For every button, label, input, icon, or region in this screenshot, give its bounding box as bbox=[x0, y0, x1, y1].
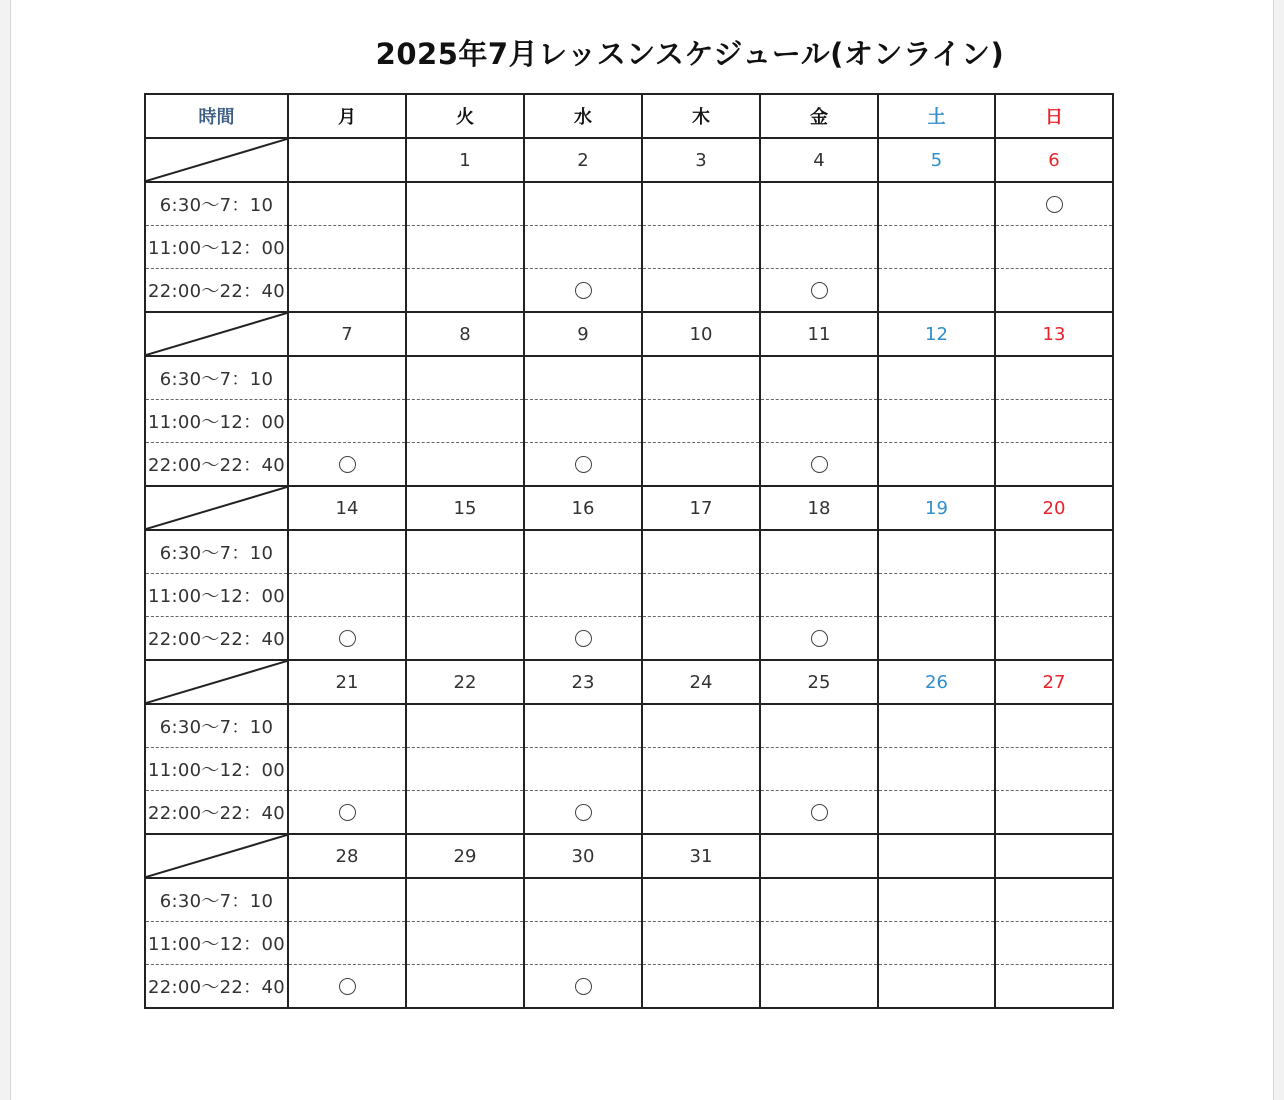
diagonal-line-icon bbox=[146, 487, 287, 529]
date-cell-tue: 1 bbox=[406, 138, 524, 182]
slot-cell-mon bbox=[288, 617, 406, 661]
slot-cell-fri bbox=[760, 704, 878, 748]
slot-cell-thu bbox=[642, 269, 760, 313]
time-slot-label: 6:30～7：10 bbox=[145, 530, 288, 574]
time-slot-row bbox=[145, 617, 1113, 661]
slot-cell-wed bbox=[524, 791, 642, 835]
slot-cell-wed bbox=[524, 226, 642, 269]
time-slot-label: 22:00～22：40 bbox=[145, 965, 288, 1009]
time-slot-row bbox=[145, 922, 1113, 965]
slot-cell-thu bbox=[642, 530, 760, 574]
slot-cell-fri bbox=[760, 748, 878, 791]
slot-cell-thu bbox=[642, 704, 760, 748]
date-cell-sun bbox=[995, 834, 1113, 878]
slot-cell-tue bbox=[406, 182, 524, 226]
weekday-header-tue: 火 bbox=[406, 94, 524, 138]
slot-cell-sun bbox=[995, 791, 1113, 835]
weekday-header-wed: 水 bbox=[524, 94, 642, 138]
date-cell-thu: 10 bbox=[642, 312, 760, 356]
date-cell-wed: 30 bbox=[524, 834, 642, 878]
diagonal-divider-cell bbox=[145, 138, 288, 182]
slot-cell-mon bbox=[288, 269, 406, 313]
circle-icon bbox=[339, 804, 356, 821]
slot-cell-fri bbox=[760, 791, 878, 835]
circle-icon bbox=[575, 282, 592, 299]
date-cell-fri: 25 bbox=[760, 660, 878, 704]
diagonal-line-icon bbox=[146, 313, 287, 355]
date-cell-sat bbox=[878, 834, 995, 878]
date-cell-tue: 29 bbox=[406, 834, 524, 878]
time-slot-row bbox=[145, 878, 1113, 922]
slot-cell-mon bbox=[288, 400, 406, 443]
slot-cell-sun bbox=[995, 226, 1113, 269]
slot-cell-sun bbox=[995, 704, 1113, 748]
slot-cell-tue bbox=[406, 443, 524, 487]
slot-cell-thu bbox=[642, 356, 760, 400]
slot-cell-fri bbox=[760, 182, 878, 226]
date-cell-sat: 19 bbox=[878, 486, 995, 530]
slot-cell-mon bbox=[288, 530, 406, 574]
slot-cell-sat bbox=[878, 400, 995, 443]
slot-cell-thu bbox=[642, 791, 760, 835]
slot-cell-tue bbox=[406, 965, 524, 1009]
slot-cell-wed bbox=[524, 400, 642, 443]
slot-cell-wed bbox=[524, 878, 642, 922]
slot-cell-sun bbox=[995, 269, 1113, 313]
slot-cell-wed bbox=[524, 965, 642, 1009]
date-row bbox=[145, 660, 1113, 704]
slot-cell-wed bbox=[524, 269, 642, 313]
slot-cell-mon bbox=[288, 748, 406, 791]
slot-cell-sat bbox=[878, 574, 995, 617]
slot-cell-sun bbox=[995, 965, 1113, 1009]
time-slot-row bbox=[145, 182, 1113, 226]
slot-cell-sat bbox=[878, 922, 995, 965]
slot-cell-tue bbox=[406, 791, 524, 835]
slot-cell-sat bbox=[878, 965, 995, 1009]
slot-cell-sat bbox=[878, 878, 995, 922]
slot-cell-fri bbox=[760, 878, 878, 922]
time-slot-row bbox=[145, 704, 1113, 748]
circle-icon bbox=[339, 456, 356, 473]
weekday-header-row bbox=[145, 94, 1113, 138]
circle-icon bbox=[339, 978, 356, 995]
time-slot-row bbox=[145, 226, 1113, 269]
date-cell-mon: 7 bbox=[288, 312, 406, 356]
page-title: 2025年7月レッスンスケジュール(オンライン) bbox=[375, 37, 1005, 71]
time-slot-row bbox=[145, 269, 1113, 313]
circle-icon bbox=[811, 630, 828, 647]
slot-cell-thu bbox=[642, 574, 760, 617]
date-cell-sun: 20 bbox=[995, 486, 1113, 530]
slot-cell-thu bbox=[642, 400, 760, 443]
time-slot-label: 11:00～12：00 bbox=[145, 574, 288, 617]
slot-cell-sun bbox=[995, 617, 1113, 661]
time-slot-label: 22:00～22：40 bbox=[145, 617, 288, 661]
time-slot-label: 6:30～7：10 bbox=[145, 356, 288, 400]
schedule-table bbox=[144, 93, 1114, 1009]
slot-cell-thu bbox=[642, 443, 760, 487]
slot-cell-mon bbox=[288, 791, 406, 835]
diagonal-line-icon bbox=[146, 661, 287, 703]
slot-cell-fri bbox=[760, 226, 878, 269]
slot-cell-thu bbox=[642, 226, 760, 269]
slot-cell-sat bbox=[878, 791, 995, 835]
slot-cell-sun bbox=[995, 400, 1113, 443]
slot-cell-mon bbox=[288, 965, 406, 1009]
slot-cell-thu bbox=[642, 748, 760, 791]
slot-cell-sat bbox=[878, 748, 995, 791]
slot-cell-wed bbox=[524, 922, 642, 965]
date-cell-sat: 5 bbox=[878, 138, 995, 182]
slot-cell-sat bbox=[878, 269, 995, 313]
date-cell-tue: 15 bbox=[406, 486, 524, 530]
slot-cell-fri bbox=[760, 922, 878, 965]
slot-cell-sun bbox=[995, 574, 1113, 617]
slot-cell-wed bbox=[524, 182, 642, 226]
circle-icon bbox=[575, 978, 592, 995]
circle-icon bbox=[339, 630, 356, 647]
circle-icon bbox=[811, 282, 828, 299]
slot-cell-sat bbox=[878, 704, 995, 748]
time-slot-label: 11:00～12：00 bbox=[145, 400, 288, 443]
slot-cell-fri bbox=[760, 356, 878, 400]
date-row bbox=[145, 834, 1113, 878]
slot-cell-tue bbox=[406, 878, 524, 922]
slot-cell-fri bbox=[760, 530, 878, 574]
diagonal-divider-cell bbox=[145, 834, 288, 878]
weekday-header-thu: 木 bbox=[642, 94, 760, 138]
date-cell-wed: 16 bbox=[524, 486, 642, 530]
slot-cell-tue bbox=[406, 922, 524, 965]
slot-cell-tue bbox=[406, 356, 524, 400]
slot-cell-thu bbox=[642, 182, 760, 226]
slot-cell-wed bbox=[524, 530, 642, 574]
time-slot-label: 6:30～7：10 bbox=[145, 704, 288, 748]
slot-cell-thu bbox=[642, 922, 760, 965]
date-cell-thu: 17 bbox=[642, 486, 760, 530]
date-row bbox=[145, 486, 1113, 530]
slot-cell-sun bbox=[995, 748, 1113, 791]
time-column-header: 時間 bbox=[145, 94, 288, 138]
slot-cell-sat bbox=[878, 530, 995, 574]
slot-cell-mon bbox=[288, 878, 406, 922]
time-slot-row bbox=[145, 400, 1113, 443]
date-row bbox=[145, 138, 1113, 182]
slot-cell-fri bbox=[760, 443, 878, 487]
slot-cell-wed bbox=[524, 748, 642, 791]
date-cell-wed: 23 bbox=[524, 660, 642, 704]
date-cell-mon: 28 bbox=[288, 834, 406, 878]
date-cell-wed: 9 bbox=[524, 312, 642, 356]
date-cell-sun: 27 bbox=[995, 660, 1113, 704]
slot-cell-sun bbox=[995, 878, 1113, 922]
date-cell-thu: 3 bbox=[642, 138, 760, 182]
time-slot-row bbox=[145, 356, 1113, 400]
date-cell-fri: 18 bbox=[760, 486, 878, 530]
slot-cell-fri bbox=[760, 617, 878, 661]
weekday-header-fri: 金 bbox=[760, 94, 878, 138]
slot-cell-sun bbox=[995, 356, 1113, 400]
circle-icon bbox=[575, 456, 592, 473]
time-slot-label: 11:00～12：00 bbox=[145, 748, 288, 791]
slot-cell-mon bbox=[288, 443, 406, 487]
slot-cell-wed bbox=[524, 617, 642, 661]
date-row bbox=[145, 312, 1113, 356]
time-slot-row bbox=[145, 748, 1113, 791]
date-cell-sun: 13 bbox=[995, 312, 1113, 356]
date-cell-sat: 12 bbox=[878, 312, 995, 356]
slot-cell-mon bbox=[288, 574, 406, 617]
circle-icon bbox=[575, 630, 592, 647]
slot-cell-wed bbox=[524, 574, 642, 617]
weekday-header-mon: 月 bbox=[288, 94, 406, 138]
slot-cell-sat bbox=[878, 443, 995, 487]
time-slot-row bbox=[145, 530, 1113, 574]
slot-cell-tue bbox=[406, 400, 524, 443]
slot-cell-mon bbox=[288, 356, 406, 400]
slot-cell-sun bbox=[995, 922, 1113, 965]
date-cell-fri: 11 bbox=[760, 312, 878, 356]
time-slot-row bbox=[145, 574, 1113, 617]
circle-icon bbox=[811, 804, 828, 821]
diagonal-divider-cell bbox=[145, 486, 288, 530]
date-cell-thu: 24 bbox=[642, 660, 760, 704]
time-slot-label: 22:00～22：40 bbox=[145, 269, 288, 313]
slot-cell-thu bbox=[642, 878, 760, 922]
circle-icon bbox=[1046, 196, 1063, 213]
slot-cell-sat bbox=[878, 617, 995, 661]
circle-icon bbox=[811, 456, 828, 473]
slot-cell-mon bbox=[288, 922, 406, 965]
diagonal-line-icon bbox=[146, 835, 287, 877]
slot-cell-thu bbox=[642, 617, 760, 661]
weekday-header-sat: 土 bbox=[878, 94, 995, 138]
date-cell-sun: 6 bbox=[995, 138, 1113, 182]
slot-cell-sun bbox=[995, 182, 1113, 226]
slot-cell-sun bbox=[995, 443, 1113, 487]
time-slot-label: 6:30～7：10 bbox=[145, 182, 288, 226]
slot-cell-tue bbox=[406, 226, 524, 269]
date-cell-mon: 21 bbox=[288, 660, 406, 704]
time-slot-label: 11:00～12：00 bbox=[145, 226, 288, 269]
date-cell-mon bbox=[288, 138, 406, 182]
slot-cell-fri bbox=[760, 400, 878, 443]
date-cell-fri bbox=[760, 834, 878, 878]
time-slot-label: 11:00～12：00 bbox=[145, 922, 288, 965]
slot-cell-sat bbox=[878, 356, 995, 400]
slot-cell-sat bbox=[878, 182, 995, 226]
diagonal-divider-cell bbox=[145, 660, 288, 704]
slot-cell-sun bbox=[995, 530, 1113, 574]
slot-cell-fri bbox=[760, 269, 878, 313]
date-cell-tue: 8 bbox=[406, 312, 524, 356]
date-cell-tue: 22 bbox=[406, 660, 524, 704]
time-slot-label: 22:00～22：40 bbox=[145, 443, 288, 487]
slot-cell-tue bbox=[406, 269, 524, 313]
slot-cell-mon bbox=[288, 226, 406, 269]
slot-cell-wed bbox=[524, 356, 642, 400]
time-slot-row bbox=[145, 965, 1113, 1009]
slot-cell-mon bbox=[288, 704, 406, 748]
slot-cell-fri bbox=[760, 574, 878, 617]
weekday-header-sun: 日 bbox=[995, 94, 1113, 138]
slot-cell-mon bbox=[288, 182, 406, 226]
slot-cell-tue bbox=[406, 530, 524, 574]
time-slot-label: 22:00～22：40 bbox=[145, 791, 288, 835]
diagonal-divider-cell bbox=[145, 312, 288, 356]
time-slot-row bbox=[145, 791, 1113, 835]
date-cell-thu: 31 bbox=[642, 834, 760, 878]
slot-cell-wed bbox=[524, 704, 642, 748]
slot-cell-tue bbox=[406, 748, 524, 791]
time-slot-row bbox=[145, 443, 1113, 487]
slot-cell-fri bbox=[760, 965, 878, 1009]
slot-cell-tue bbox=[406, 617, 524, 661]
slot-cell-thu bbox=[642, 965, 760, 1009]
diagonal-line-icon bbox=[146, 139, 287, 181]
slot-cell-wed bbox=[524, 443, 642, 487]
slot-cell-tue bbox=[406, 704, 524, 748]
slot-cell-tue bbox=[406, 574, 524, 617]
circle-icon bbox=[575, 804, 592, 821]
slot-cell-sat bbox=[878, 226, 995, 269]
time-slot-label: 6:30～7：10 bbox=[145, 878, 288, 922]
date-cell-sat: 26 bbox=[878, 660, 995, 704]
date-cell-wed: 2 bbox=[524, 138, 642, 182]
date-cell-mon: 14 bbox=[288, 486, 406, 530]
date-cell-fri: 4 bbox=[760, 138, 878, 182]
